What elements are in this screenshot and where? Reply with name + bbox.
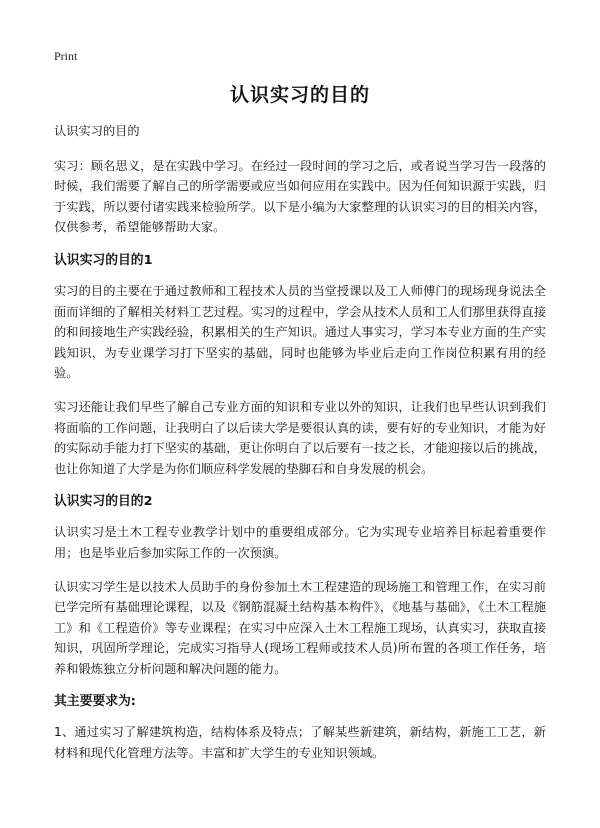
page-title: 认识实习的目的	[229, 84, 370, 106]
print-link[interactable]: Print	[54, 49, 78, 63]
section-1-paragraph-1: 实习的目的主要在于通过教师和工程技术人员的当堂授课以及工人师傅门的现场现身说法全面而详细的了解相关材料工艺过程。实习的过程中，学会从技术人员和工人们那里获得直接的和间接地生产实践经验，积累相关的生产知识。通过人事实习，学习本专业方面的生产实践知识，为专业课学习打下坚实的基础，同时也能够为毕业后走向工作岗位积累有用的经验。	[54, 283, 546, 381]
article-subtitle: 认识实习的目的	[54, 124, 140, 138]
article-body	[54, 121, 546, 777]
section-heading-3: 其主要要求为:	[54, 694, 136, 710]
section-heading-2: 认识实习的目的2	[54, 494, 153, 510]
section-2-paragraph-2: 认识实习学生是以技术人员助手的身份参加土木工程建造的现场施工和管理工作，在实习前已学完所有基础理论课程，以及《钢筋混凝土结构基本构件》，《地基与基础》，《土木工程施工》和《工程造价》等专业课程；在实习中应深入土木工程施工现场，认真实习，获取直接知识，巩固所学理论，完成实习指导人(现场工程师或技术人员)所布置的各项工作任务，培养和锻炼独立分析问题和解决问题的能力。	[54, 579, 546, 676]
section-heading-1: 认识实习的目的1	[54, 252, 153, 268]
section-1-paragraph-2: 实习还能让我们早些了解自己专业方面的知识和专业以外的知识，让我们也早些认识到我们将面临的工作问题，让我明白了以后读大学是要很认真的读，要有好的专业知识，才能为好的实际动手能力打下坚实的基础，更让你明白了以后要有一技之长，才能迎接以后的挑战，也让你知道了大学是为你们顺应科学发展的垫脚石和自身发展的机会。	[54, 399, 546, 476]
section-2-paragraph-1: 认识实习是土木工程专业教学计划中的重要组成部分。它为实现专业培养目标起着重要作用；也是毕业后参加实际工作的一次预演。	[54, 525, 546, 560]
intro-paragraph: 实习：顾名思义，是在实践中学习。在经过一段时间的学习之后，或者说当学习告一段落的时候，我们需要了解自己的所学需要或应当如何应用在实践中。因为任何知识源于实践，归于实践，所以要付诸实践来检验所学。以下是小编为大家整理的认识实习的目的相关内容，仅供参考，希望能够帮助大家。	[54, 158, 546, 235]
section-3-paragraph-1: 1、通过实习了解建筑构造，结构体系及特点；了解某些新建筑，新结构，新施工工艺，新材料和现代化管理方法等。丰富和扩大学生的专业知识领域。	[54, 725, 546, 761]
